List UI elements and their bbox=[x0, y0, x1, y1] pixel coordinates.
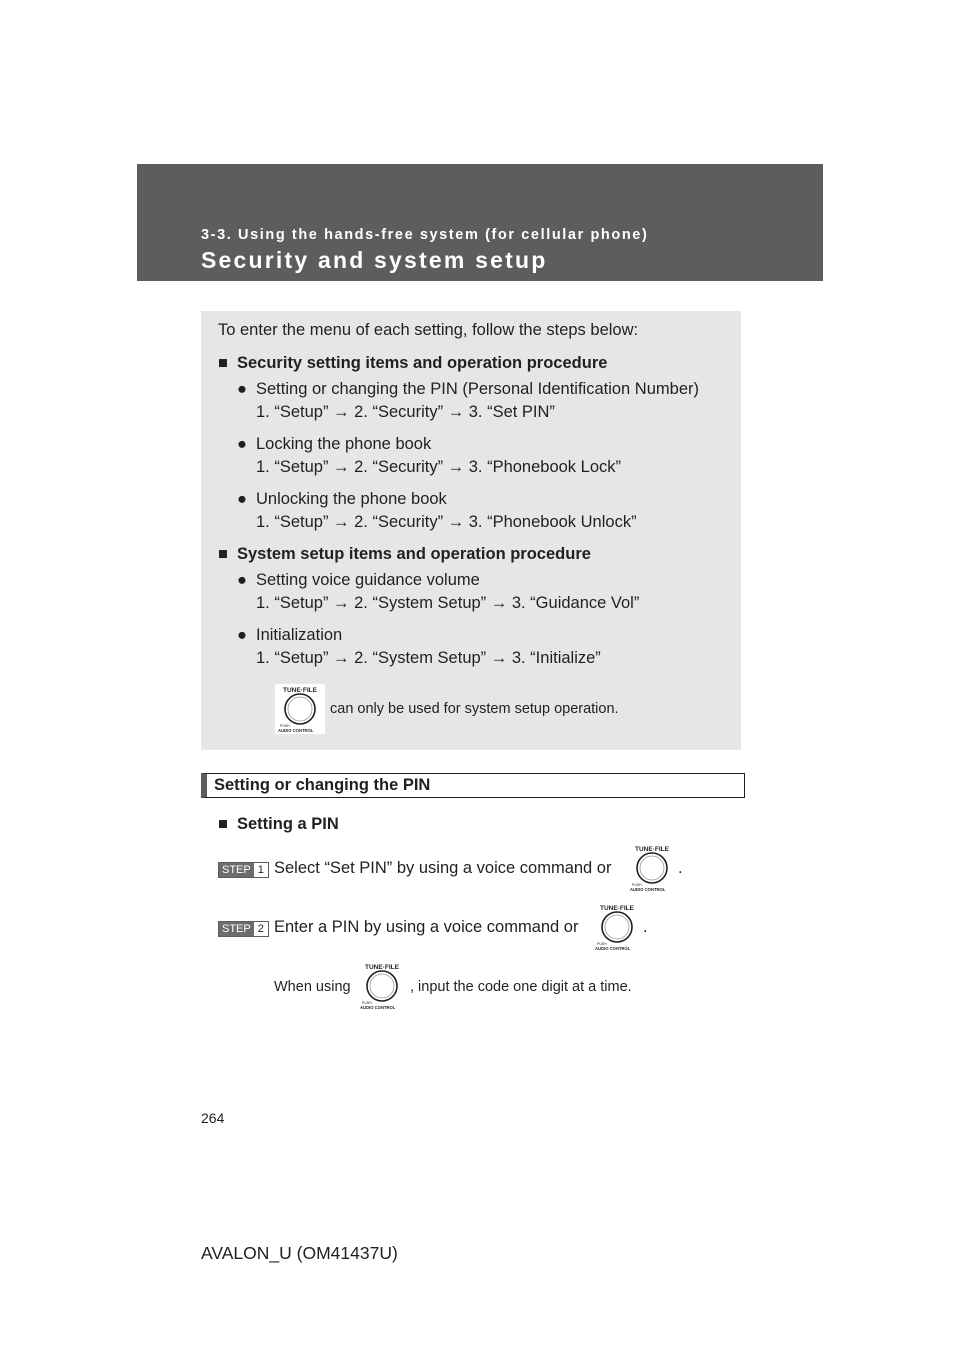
step-text: Select “Set PIN” by using a voice command or bbox=[274, 859, 612, 877]
item-name: Setting or changing the PIN (Personal Identification Number) bbox=[256, 380, 699, 398]
info-note: can only be used for system setup operation. bbox=[330, 701, 619, 717]
section-heading: Setting or changing the PIN bbox=[214, 776, 431, 794]
group-bullet: ■ bbox=[218, 545, 228, 563]
document-id: AVALON_U (OM41437U) bbox=[201, 1243, 398, 1263]
tune-file-knob-icon bbox=[357, 961, 407, 1011]
svg-text:AUDIO CONTROL: AUDIO CONTROL bbox=[630, 887, 666, 892]
group-bullet: ■ bbox=[218, 354, 228, 372]
svg-text:PUSH: PUSH bbox=[632, 883, 642, 887]
page-title: Security and system setup bbox=[201, 247, 548, 273]
item-bullet: ● bbox=[237, 626, 247, 644]
subheading: Setting a PIN bbox=[237, 815, 339, 833]
info-intro: To enter the menu of each setting, follow the steps below: bbox=[218, 321, 639, 339]
step-word: STEP bbox=[219, 863, 254, 877]
tune-file-knob-icon bbox=[275, 684, 325, 734]
item-bullet: ● bbox=[237, 435, 247, 453]
step-end: . bbox=[643, 918, 648, 936]
svg-text:AUDIO CONTROL: AUDIO CONTROL bbox=[360, 1005, 396, 1010]
svg-text:PUSH: PUSH bbox=[280, 724, 290, 728]
step-word: STEP bbox=[219, 922, 254, 936]
sub-bullet: ■ bbox=[218, 815, 228, 833]
group-heading: System setup items and operation procedure bbox=[237, 545, 591, 563]
step-end: . bbox=[678, 859, 683, 877]
item-bullet: ● bbox=[237, 490, 247, 508]
step-number: 2 bbox=[254, 922, 268, 936]
section-heading-box bbox=[201, 773, 745, 798]
pin-note-before: When using bbox=[274, 979, 351, 995]
step-badge bbox=[218, 862, 269, 878]
svg-text:TUNE·FILE: TUNE·FILE bbox=[283, 687, 317, 694]
svg-text:TUNE·FILE: TUNE·FILE bbox=[600, 905, 634, 912]
section-label: 3-3. Using the hands-free system (for cellular phone) bbox=[201, 227, 649, 243]
step-number: 1 bbox=[254, 863, 268, 877]
item-name: Locking the phone book bbox=[256, 435, 432, 453]
pin-note-after: , input the code one digit at a time. bbox=[410, 979, 632, 995]
tune-file-knob-icon bbox=[627, 843, 677, 893]
item-path: 1. “Setup” → 2. “Security” → 3. “Set PIN” bbox=[256, 403, 555, 421]
item-bullet: ● bbox=[237, 571, 247, 589]
item-path: 1. “Setup” → 2. “Security” → 3. “Phonebook Lock” bbox=[256, 458, 621, 476]
tune-file-knob-icon bbox=[592, 902, 642, 952]
item-name: Setting voice guidance volume bbox=[256, 571, 480, 589]
page-number: 264 bbox=[201, 1110, 225, 1126]
item-path: 1. “Setup” → 2. “Security” → 3. “Phonebook Unlock” bbox=[256, 513, 637, 531]
step-text: Enter a PIN by using a voice command or bbox=[274, 918, 579, 936]
svg-text:PUSH: PUSH bbox=[597, 942, 607, 946]
item-bullet: ● bbox=[237, 380, 247, 398]
svg-text:TUNE·FILE: TUNE·FILE bbox=[365, 964, 399, 971]
svg-text:AUDIO CONTROL: AUDIO CONTROL bbox=[595, 946, 631, 951]
item-path: 1. “Setup” → 2. “System Setup” → 3. “Initialize” bbox=[256, 649, 601, 667]
svg-text:PUSH: PUSH bbox=[362, 1001, 372, 1005]
svg-text:AUDIO CONTROL: AUDIO CONTROL bbox=[278, 728, 314, 733]
group-heading: Security setting items and operation procedure bbox=[237, 354, 608, 372]
step-badge bbox=[218, 921, 269, 937]
svg-text:TUNE·FILE: TUNE·FILE bbox=[635, 846, 669, 853]
item-name: Unlocking the phone book bbox=[256, 490, 447, 508]
item-name: Initialization bbox=[256, 626, 343, 644]
item-path: 1. “Setup” → 2. “System Setup” → 3. “Guidance Vol” bbox=[256, 594, 640, 612]
